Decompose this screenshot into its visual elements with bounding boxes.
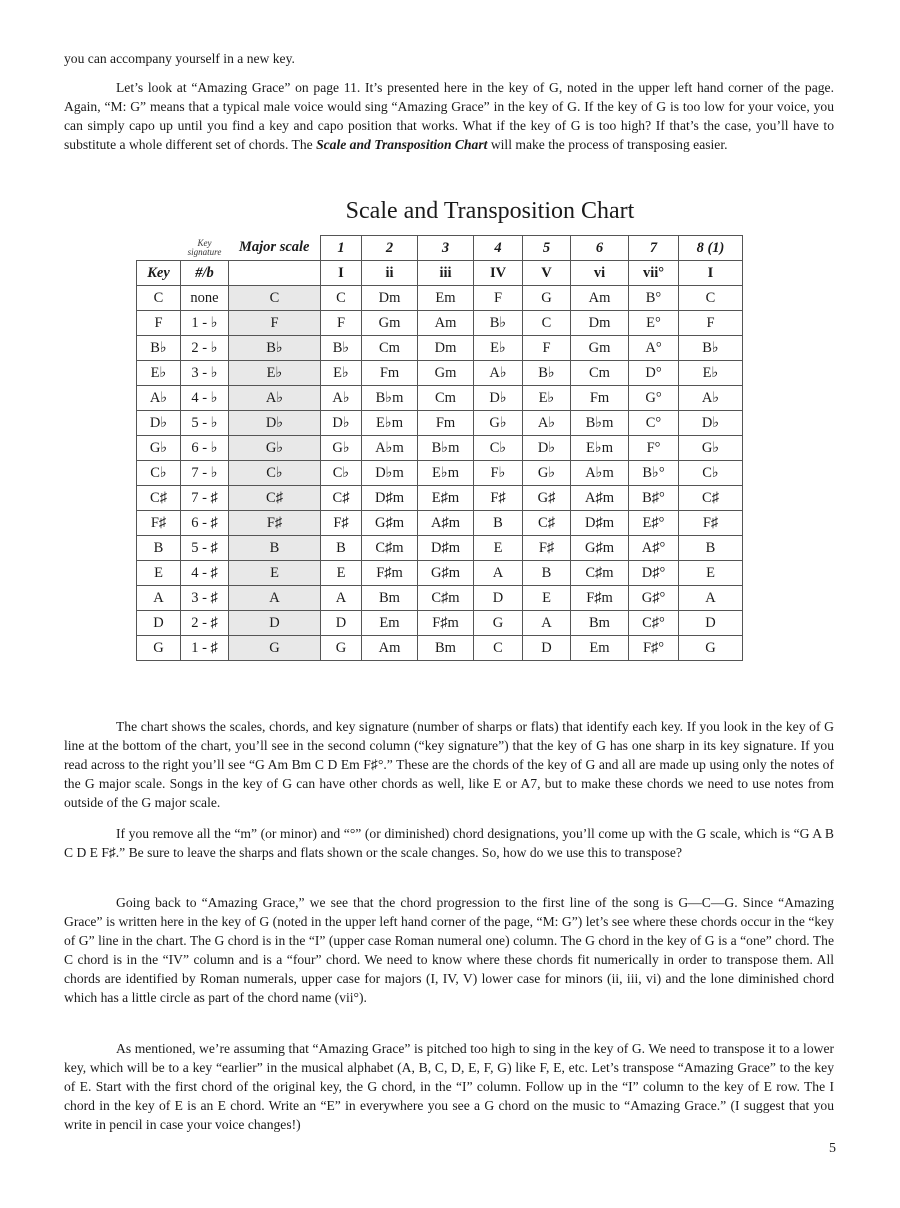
chord-cell: Fm (571, 386, 629, 411)
degree-3: 3 (418, 236, 474, 261)
key-cell: G♭ (137, 436, 181, 461)
numeral-7: vii° (629, 261, 679, 286)
table-row (137, 286, 743, 311)
degree-5: 5 (523, 236, 571, 261)
chord-cell: C♯ (523, 511, 571, 536)
chord-cell: E♭ (321, 361, 362, 386)
chord-cell: Gm (362, 311, 418, 336)
chord-cell: C♯ (321, 486, 362, 511)
chord-cell: F♯ (474, 486, 523, 511)
chord-cell: E (474, 536, 523, 561)
chord-cell: E♯° (629, 511, 679, 536)
chord-cell: D♯m (571, 511, 629, 536)
chord-cell: F (321, 311, 362, 336)
chord-cell: D° (629, 361, 679, 386)
header-empty (137, 236, 181, 261)
degree-7: 7 (629, 236, 679, 261)
chord-cell: F♯m (362, 561, 418, 586)
key-signature-cell: 1 - ♭ (181, 311, 229, 336)
key-signature-cell: none (181, 286, 229, 311)
chord-cell: B♭ (474, 311, 523, 336)
key-cell: A♭ (137, 386, 181, 411)
key-cell: B♭ (137, 336, 181, 361)
major-scale-cell: A♭ (229, 386, 321, 411)
chord-cell: B♯° (629, 486, 679, 511)
key-cell: E (137, 561, 181, 586)
chord-cell: Em (362, 611, 418, 636)
numeral-3: iii (418, 261, 474, 286)
chord-cell: A (474, 561, 523, 586)
header-row-numerals (137, 261, 743, 286)
table-row (137, 336, 743, 361)
chord-cell: A♭ (474, 361, 523, 386)
key-signature-cell: 2 - ♯ (181, 611, 229, 636)
numeral-8: I (679, 261, 743, 286)
chord-cell: C♭ (679, 461, 743, 486)
key-cell: C♭ (137, 461, 181, 486)
chord-cell: F♭ (474, 461, 523, 486)
chord-cell: Cm (571, 361, 629, 386)
numeral-5: V (523, 261, 571, 286)
chord-cell: C♭ (321, 461, 362, 486)
chord-cell: D♭m (362, 461, 418, 486)
chord-cell: D♯m (418, 536, 474, 561)
header-key: Key (137, 261, 181, 286)
paragraph-amazing-grace-text: Let’s look at “Amazing Grace” on page 11. It’s presented here in the key of G, noted in the upper left hand corner of the page. Again, “M: G” means that a typical male voice would sing “Amazing Grace” in the key of G. If the key of G is too low for your voice, you can simply capo up until you find a key and capo position that works. What if the key of G is too high? If that’s the case, you’ll have to substitute a whole different set of chords. The (64, 80, 834, 152)
numeral-4: IV (474, 261, 523, 286)
chord-cell: E♭ (474, 336, 523, 361)
key-cell: C♯ (137, 486, 181, 511)
chord-cell: C♭ (474, 436, 523, 461)
degree-6: 6 (571, 236, 629, 261)
chord-cell: C♯m (362, 536, 418, 561)
chord-cell: F♯° (629, 636, 679, 661)
header-sharps-flats: #/b (181, 261, 229, 286)
chord-cell: E (523, 586, 571, 611)
major-scale-cell: E♭ (229, 361, 321, 386)
chord-cell: A♯m (418, 511, 474, 536)
key-signature-cell: 2 - ♭ (181, 336, 229, 361)
table-row (137, 511, 743, 536)
chord-cell: A♭ (321, 386, 362, 411)
table-row (137, 561, 743, 586)
chord-cell: G♭ (474, 411, 523, 436)
chord-cell: Fm (418, 411, 474, 436)
chord-cell: A (679, 586, 743, 611)
chord-cell: A♭m (571, 461, 629, 486)
major-scale-cell: G (229, 636, 321, 661)
chord-cell: F♯m (418, 611, 474, 636)
major-scale-cell: B (229, 536, 321, 561)
chord-cell: Am (571, 286, 629, 311)
key-signature-cell: 4 - ♯ (181, 561, 229, 586)
key-signature-cell: 4 - ♭ (181, 386, 229, 411)
major-scale-cell: C (229, 286, 321, 311)
key-signature-cell: 5 - ♭ (181, 411, 229, 436)
chord-cell: Dm (362, 286, 418, 311)
chord-cell: B♭m (571, 411, 629, 436)
key-cell: E♭ (137, 361, 181, 386)
chord-cell: C (474, 636, 523, 661)
chord-cell: C (679, 286, 743, 311)
paragraph-amazing-grace-end: will make the process of transposing easier. (487, 137, 728, 152)
chord-cell: D♯° (629, 561, 679, 586)
table-row (137, 386, 743, 411)
chord-cell: C♯m (571, 561, 629, 586)
chord-cell: Em (418, 286, 474, 311)
table-row (137, 436, 743, 461)
chord-cell: Bm (571, 611, 629, 636)
numeral-2: ii (362, 261, 418, 286)
chart-reference: Scale and Transposition Chart (316, 137, 488, 152)
chord-cell: B (523, 561, 571, 586)
chord-cell: G (523, 286, 571, 311)
header-scale-blank (229, 261, 321, 286)
chord-cell: Cm (362, 336, 418, 361)
chord-cell: Bm (362, 586, 418, 611)
chord-cell: E♭m (418, 461, 474, 486)
table-row (137, 361, 743, 386)
chord-cell: D (321, 611, 362, 636)
chord-cell: B♭m (418, 436, 474, 461)
chord-cell: A♭ (523, 411, 571, 436)
header-row-degrees (137, 236, 743, 261)
chord-cell: Cm (418, 386, 474, 411)
major-scale-cell: C♯ (229, 486, 321, 511)
chord-cell: D♯m (362, 486, 418, 511)
key-signature-cell: 6 - ♯ (181, 511, 229, 536)
chord-cell: E♭m (362, 411, 418, 436)
chord-cell: F♯ (321, 511, 362, 536)
key-cell: D♭ (137, 411, 181, 436)
chord-cell: G (679, 636, 743, 661)
degree-1: 1 (321, 236, 362, 261)
paragraph-chord-progression: Going back to “Amazing Grace,” we see that the chord progression to the first line of the song is G—C—G. Since “Amazing Grace” is written here in the key of G (noted in the upper left hand corner of the page, “M: G”) let’s see where these chords occur in the “key of G” line in the chart. The G chord is in the “I” (upper case Roman numeral one) column. The G chord in the key of G is a “one” chord. The C chord is in the “IV” column and is a “four” chord. We need to know where these chords fit numerically in order to transpose them. All chords are identified by Roman numerals, upper case for majors (I, IV, V) lower case for minors (ii, iii, vi) and the lone diminished chord which has a little circle as part of the chord name (vii°). (64, 895, 834, 1005)
chord-cell: A (321, 586, 362, 611)
numeral-1: I (321, 261, 362, 286)
paragraph-amazing-grace (64, 78, 834, 154)
major-scale-cell: F♯ (229, 511, 321, 536)
paragraph-chart-explanation: The chart shows the scales, chords, and key signature (number of sharps or flats) that identify each key. If you look in the key of G line at the bottom of the chart, you’ll see in the second column (“key signature”) that the key of G has one sharp in its key signature. If you read across to the right you’ll see “G Am Bm C D Em F♯°.” These are the chords of the key of G and all are made up using only the notes of the G major scale. Songs in the key of G can have other chords as well, like E or A7, but to make these chords we need to use notes from outside of the G major scale. (64, 719, 834, 810)
chord-cell: B♭m (362, 386, 418, 411)
paragraph-transpose-to-e: As mentioned, we’re assuming that “Amazing Grace” is pitched too high to sing in the key of G. We need to transpose it to a lower key, which will be to a key “earlier” in the musical alphabet (A, B, C, D, E, F, G) like F, E, etc. Let’s transpose “Amazing Grace” to the key of E. Start with the first chord of the original key, the G chord, in the “I” column. Follow up in the “I” column to the key of E row. The I chord in the key of E is an E chord. Write an “E” in everywhere you see a G chord on the music to “Amazing Grace.” (I suggest that you write in pencil in case your voice changes!) (64, 1041, 834, 1132)
chord-cell: E♯m (418, 486, 474, 511)
major-scale-cell: F (229, 311, 321, 336)
chord-cell: G♯° (629, 586, 679, 611)
table-row (137, 486, 743, 511)
chord-cell: Dm (418, 336, 474, 361)
table-row (137, 586, 743, 611)
major-scale-cell: D (229, 611, 321, 636)
chord-cell: G♯m (418, 561, 474, 586)
chord-cell: E♭ (523, 386, 571, 411)
table-row (137, 411, 743, 436)
chart-body (137, 286, 743, 661)
chord-cell: C° (629, 411, 679, 436)
chord-cell: B (474, 511, 523, 536)
table-row (137, 536, 743, 561)
major-scale-cell: G♭ (229, 436, 321, 461)
degree-2: 2 (362, 236, 418, 261)
chord-cell: D♭ (321, 411, 362, 436)
chord-cell: D♭ (523, 436, 571, 461)
key-signature-cell: 3 - ♭ (181, 361, 229, 386)
major-scale-cell: B♭ (229, 336, 321, 361)
key-signature-cell: 7 - ♭ (181, 461, 229, 486)
key-signature-cell: 3 - ♯ (181, 586, 229, 611)
chord-cell: C♯° (629, 611, 679, 636)
chord-cell: G (321, 636, 362, 661)
chord-cell: B (679, 536, 743, 561)
key-signature-cell: 1 - ♯ (181, 636, 229, 661)
chord-cell: D (523, 636, 571, 661)
degree-4: 4 (474, 236, 523, 261)
numeral-6: vi (571, 261, 629, 286)
key-cell: D (137, 611, 181, 636)
chord-cell: B♭ (679, 336, 743, 361)
chord-cell: E (679, 561, 743, 586)
key-signature-cell: 6 - ♭ (181, 436, 229, 461)
key-signature-cell: 7 - ♯ (181, 486, 229, 511)
major-scale-cell: A (229, 586, 321, 611)
paragraph-intro: you can accompany yourself in a new key. (64, 51, 295, 66)
chord-cell: C♯ (679, 486, 743, 511)
paragraph-g-scale: If you remove all the “m” (or minor) and “°” (or diminished) chord designations, you’ll come up with the G scale, which is “G A B C D E F♯.” Be sure to leave the sharps and flats shown or the scale changes. So, how do we use this to transpose? (64, 826, 834, 860)
chord-cell: F (679, 311, 743, 336)
key-cell: A (137, 586, 181, 611)
table-row (137, 611, 743, 636)
chord-cell: F♯ (679, 511, 743, 536)
chord-cell: G (474, 611, 523, 636)
chord-cell: G♯ (523, 486, 571, 511)
header-major-scale: Major scale (239, 239, 310, 256)
chord-cell: C♯m (418, 586, 474, 611)
chord-cell: D♭ (474, 386, 523, 411)
key-cell: C (137, 286, 181, 311)
chord-cell: B° (629, 286, 679, 311)
chord-cell: Em (571, 636, 629, 661)
key-cell: B (137, 536, 181, 561)
chord-cell: A (523, 611, 571, 636)
chord-cell: F (523, 336, 571, 361)
chord-cell: E° (629, 311, 679, 336)
chord-cell: G♭ (523, 461, 571, 486)
chord-cell: E♭ (679, 361, 743, 386)
major-scale-cell: E (229, 561, 321, 586)
chord-cell: B♭ (321, 336, 362, 361)
chord-cell: A♭m (362, 436, 418, 461)
chord-cell: A° (629, 336, 679, 361)
chord-cell: G♯m (571, 536, 629, 561)
chord-cell: D (474, 586, 523, 611)
chord-cell: D (679, 611, 743, 636)
chord-cell: A♭ (679, 386, 743, 411)
chord-cell: B♭ (523, 361, 571, 386)
chord-cell: F° (629, 436, 679, 461)
chord-cell: A♯m (571, 486, 629, 511)
chord-cell: C (321, 286, 362, 311)
chord-cell: B♭° (629, 461, 679, 486)
key-signature-cell: 5 - ♯ (181, 536, 229, 561)
chord-cell: G♭ (321, 436, 362, 461)
chord-cell: Fm (362, 361, 418, 386)
key-cell: F♯ (137, 511, 181, 536)
chord-cell: G♭ (679, 436, 743, 461)
header-key-signature: Key signature (187, 237, 222, 257)
chord-cell: F♯ (523, 536, 571, 561)
page-number: 5 (829, 1141, 836, 1156)
degree-8: 8 (1) (679, 236, 743, 261)
chord-cell: G° (629, 386, 679, 411)
table-row (137, 636, 743, 661)
chord-cell: G♯m (362, 511, 418, 536)
chord-cell: Am (418, 311, 474, 336)
chord-cell: F♯m (571, 586, 629, 611)
transposition-chart (136, 235, 743, 661)
chord-cell: Dm (571, 311, 629, 336)
chord-cell: C (523, 311, 571, 336)
key-cell: F (137, 311, 181, 336)
table-row (137, 461, 743, 486)
chord-cell: B (321, 536, 362, 561)
chord-cell: D♭ (679, 411, 743, 436)
chord-cell: Am (362, 636, 418, 661)
table-row (137, 311, 743, 336)
chord-cell: Gm (571, 336, 629, 361)
chart-title: Scale and Transposition Chart (345, 198, 635, 224)
chord-cell: A♯° (629, 536, 679, 561)
chord-cell: Gm (418, 361, 474, 386)
chord-cell: F (474, 286, 523, 311)
chord-cell: Bm (418, 636, 474, 661)
chord-cell: E♭m (571, 436, 629, 461)
major-scale-cell: C♭ (229, 461, 321, 486)
chord-cell: E (321, 561, 362, 586)
key-cell: G (137, 636, 181, 661)
major-scale-cell: D♭ (229, 411, 321, 436)
